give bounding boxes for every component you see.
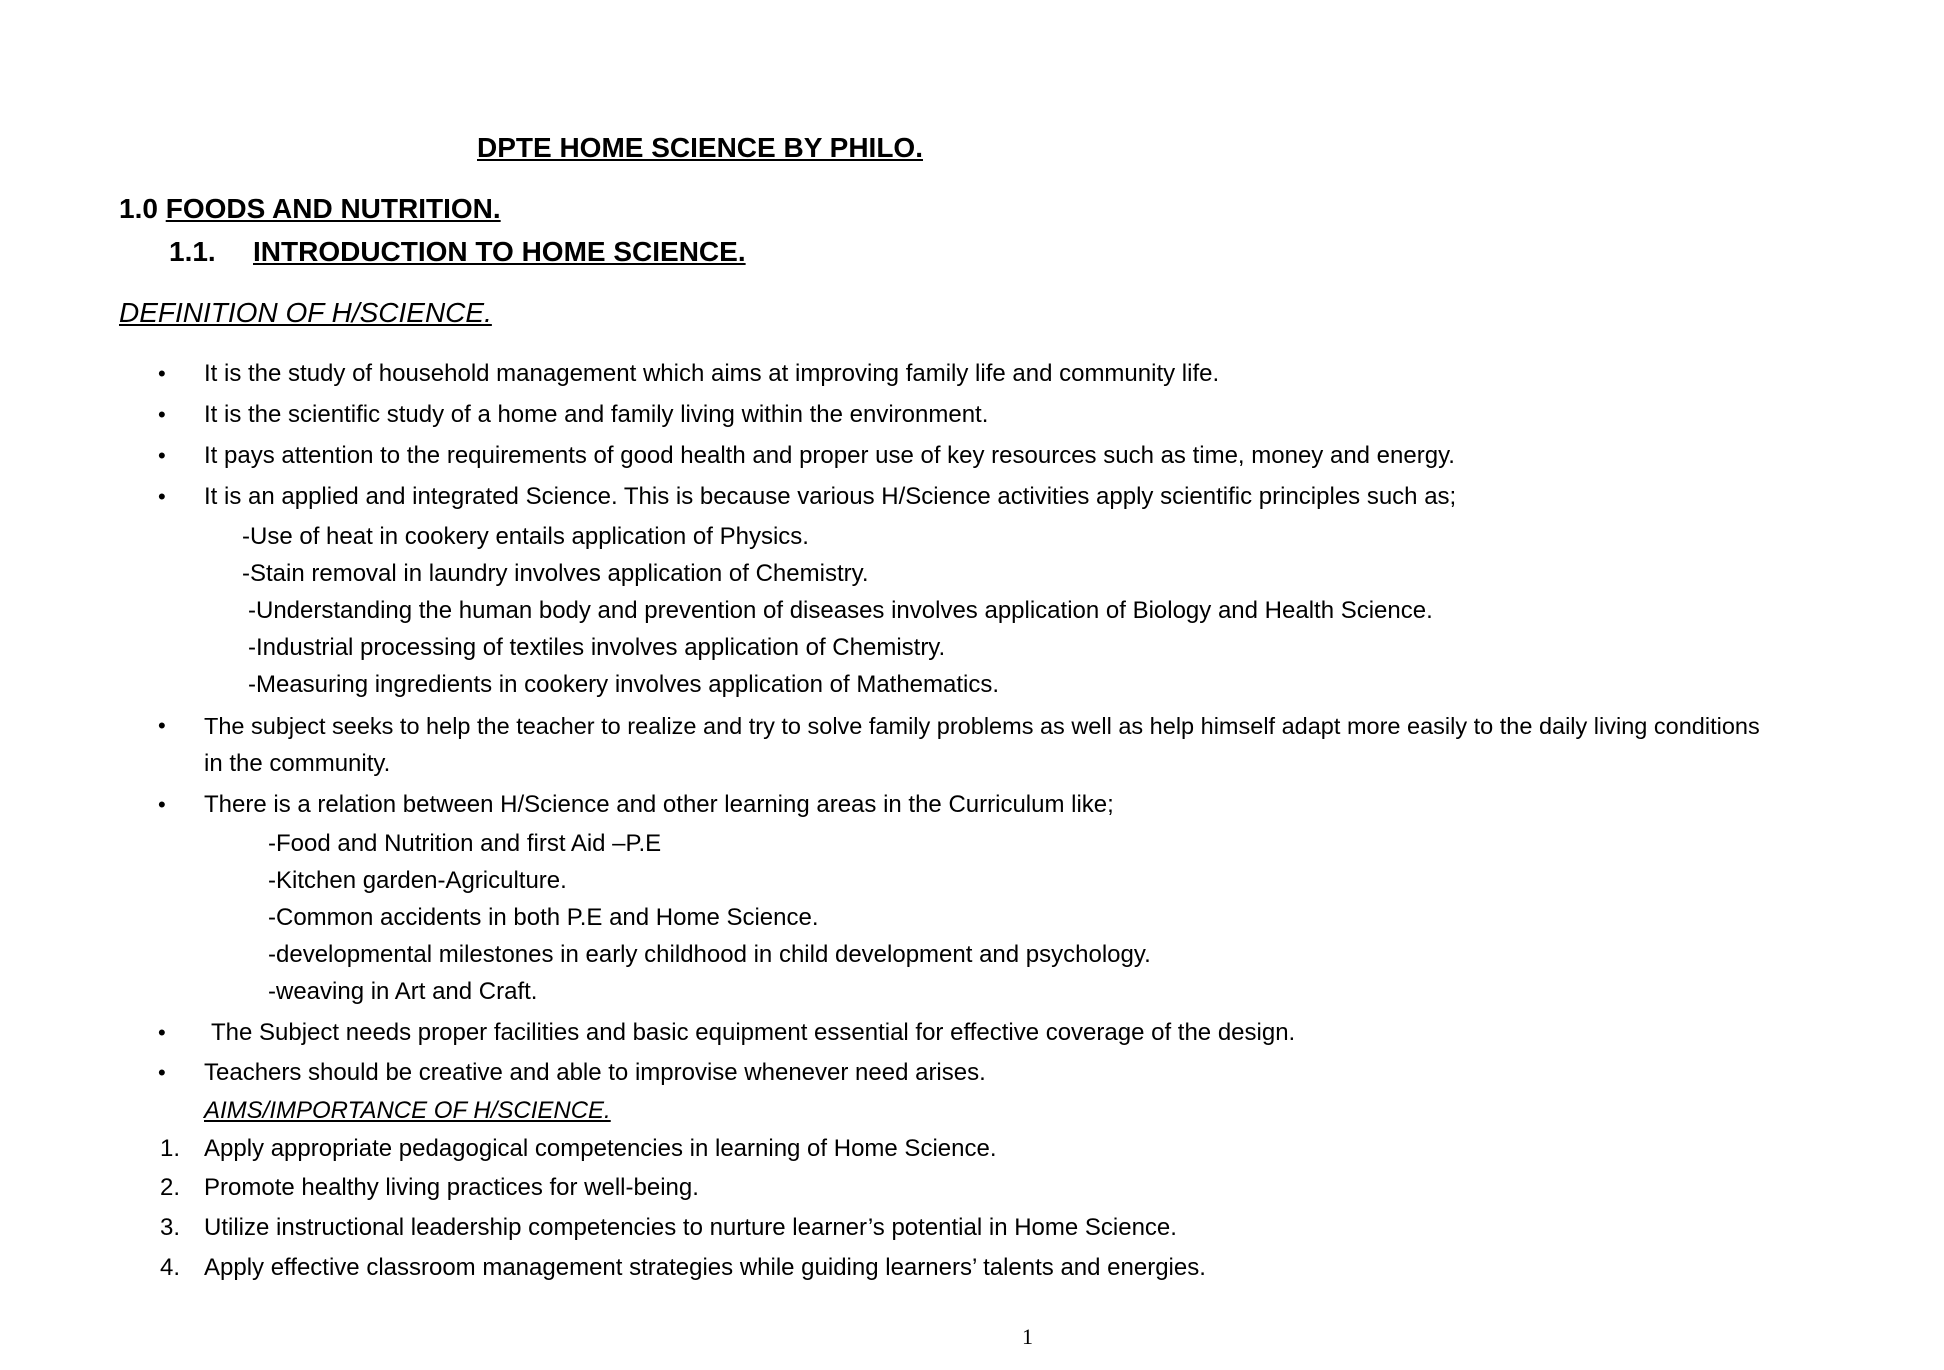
sub-item: -Kitchen garden-Agriculture. (268, 867, 567, 894)
bullet-text: It pays attention to the requirements of good health and proper use of key resources such as time, money and energy. (204, 442, 1455, 469)
aims-number: 4. (160, 1254, 181, 1281)
bullet-marker: • (158, 1020, 166, 1045)
bullet-text: The subject seeks to help the teacher to realize and try to solve family problems as well as help himself adapt more easily to the daily living conditions (204, 713, 1760, 739)
aims-number: 1. (160, 1135, 181, 1162)
bullet-text: Teachers should be creative and able to improvise whenever need arises. (204, 1059, 986, 1086)
document-title: DPTE HOME SCIENCE BY PHILO. (477, 132, 923, 163)
definition-heading: DEFINITION OF H/SCIENCE. (119, 297, 492, 328)
sub-item: -Common accidents in both P.E and Home Science. (268, 904, 819, 931)
sub-item: -Stain removal in laundry involves application of Chemistry. (242, 560, 869, 587)
bullet-marker: • (158, 361, 166, 386)
aims-text: Utilize instructional leadership competencies to nurture learner’s potential in Home Science. (204, 1214, 1177, 1241)
sub-item: -weaving in Art and Craft. (268, 978, 538, 1005)
section-number: 1.0 (119, 193, 158, 224)
section-title: FOODS AND NUTRITION. (165, 193, 501, 224)
sub-item: -Measuring ingredients in cookery involves application of Mathematics. (248, 671, 1000, 698)
subsection-title: INTRODUCTION TO HOME SCIENCE. (253, 236, 746, 267)
sub-item: -Food and Nutrition and first Aid –P.E (268, 830, 662, 857)
sub-item: -Understanding the human body and prevention of diseases involves application of Biology and Health Science. (248, 597, 1433, 624)
bullet-text: The Subject needs proper facilities and basic equipment essential for effective coverage of the design. (211, 1019, 1296, 1046)
aims-number: 3. (160, 1214, 181, 1241)
bullet-marker: • (158, 484, 166, 509)
bullet-text: It is the scientific study of a home and family living within the environment. (204, 401, 989, 428)
sub-item: -developmental milestones in early childhood in child development and psychology. (268, 941, 1151, 968)
aims-text: Apply effective classroom management strategies while guiding learners’ talents and energies. (204, 1254, 1206, 1281)
sub-item: -Industrial processing of textiles involves application of Chemistry. (248, 634, 946, 661)
bullet-marker: • (158, 1060, 166, 1085)
subsection-heading (169, 236, 746, 268)
bullet-text: It is the study of household management which aims at improving family life and community life. (204, 360, 1220, 387)
subsection-number: 1.1. (169, 236, 216, 267)
section-heading (119, 193, 501, 225)
aims-number: 2. (160, 1174, 181, 1201)
bullet-text: There is a relation between H/Science and other learning areas in the Curriculum like; (204, 791, 1114, 818)
bullet-marker: • (158, 402, 166, 427)
aims-heading: AIMS/IMPORTANCE OF H/SCIENCE. (204, 1097, 611, 1124)
aims-text: Promote healthy living practices for well-being. (204, 1174, 699, 1201)
bullet-marker: • (158, 792, 166, 817)
page-number: 1 (1022, 1324, 1033, 1349)
bullet-marker: • (158, 443, 166, 468)
aims-text: Apply appropriate pedagogical competencies in learning of Home Science. (204, 1135, 997, 1162)
bullet-marker: • (158, 713, 166, 738)
bullet-text-continuation: in the community. (204, 750, 391, 777)
sub-item: -Use of heat in cookery entails application of Physics. (242, 523, 809, 550)
bullet-text: It is an applied and integrated Science. This is because various H/Science activities apply scientific principles such as; (204, 483, 1457, 510)
